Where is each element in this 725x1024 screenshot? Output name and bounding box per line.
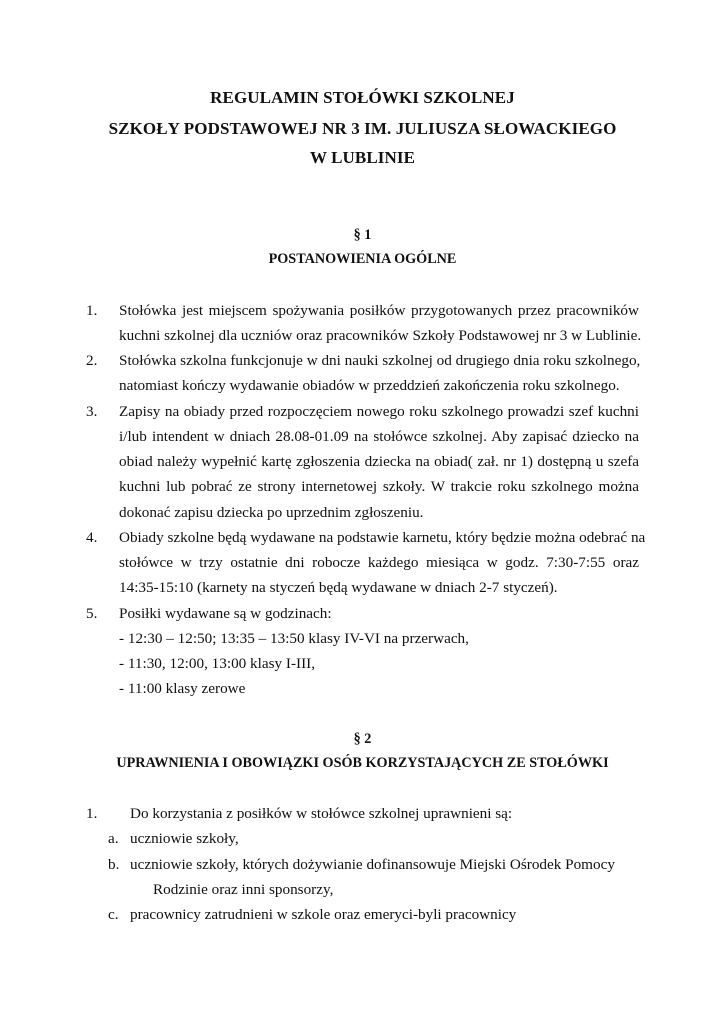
item-3-line-1: Zapisy na obiady przed rozpoczęciem nowego roku szkolnego prowadzi szef kuchni	[119, 403, 639, 420]
item-3-line-3: obiad należy wypełnić kartę zgłoszenia dziecka na obiad( zał. nr 1) dostępną u szefa	[119, 453, 639, 470]
item-1-line-2: kuchni szkolnej dla uczniów oraz pracowników Szkoły Podstawowej nr 3 w Lublinie.	[119, 327, 642, 344]
document-title-line-2: SZKOŁY PODSTAWOWEJ NR 3 IM. JULIUSZA SŁOWACKIEGO	[108, 119, 617, 138]
item-5-sub-2: - 11:30, 12:00, 13:00 klasy I-III,	[119, 655, 315, 672]
subitem-c-letter: c.	[108, 906, 119, 923]
item-2-number: 2.	[86, 352, 98, 369]
item-1-number: 1.	[86, 302, 98, 319]
document-title-line-3: W LUBLINIE	[309, 148, 416, 167]
item-2-line-2: natomiast kończy wydawanie obiadów w przeddzień zakończenia roku szkolnego.	[119, 377, 620, 394]
subitem-b-text: uczniowie szkoły, których dożywianie dofinansowuje Miejski Ośrodek Pomocy	[130, 856, 615, 873]
document-title-line-1: REGULAMIN STOŁÓWKI SZKOLNEJ	[210, 88, 515, 107]
item-4-line-3: 14:35-15:10 (karnety na styczeń będą wydawane w dniach 2-7 styczeń).	[119, 579, 558, 596]
section-2-title: UPRAWNIENIA I OBOWIĄZKI OSÓB KORZYSTAJĄCYCH ZE STOŁÓWKI	[116, 755, 609, 771]
subitem-c-text: pracownicy zatrudnieni w szkole oraz emeryci-byli pracownicy	[130, 906, 517, 923]
item-3-line-5: dokonać zapisu dziecka po uprzednim zgłoszeniu.	[119, 504, 424, 521]
item-3-line-4: kuchni lub pobrać ze strony internetowej szkoły. W trakcie roku szkolnego można	[119, 478, 639, 495]
section-1-title: POSTANOWIENIA OGÓLNE	[268, 251, 457, 267]
section-2-mark: § 2	[353, 731, 372, 747]
item-5-line-1: Posiłki wydawane są w godzinach:	[119, 605, 332, 622]
item-4-number: 4.	[86, 529, 98, 546]
item-5-sub-3: - 11:00 klasy zerowe	[119, 680, 246, 697]
item-2-line-1: Stołówka szkolna funkcjonuje w dni nauki szkolnej od drugiego dnia roku szkolnego,	[119, 352, 641, 369]
item-5-sub-1: - 12:30 – 12:50; 13:35 – 13:50 klasy IV-VI na przerwach,	[119, 630, 469, 647]
item-4-line-2: stołówce w trzy ostatnie dni robocze każdego miesiąca w godz. 7:30-7:55 oraz	[119, 554, 639, 571]
subitem-b-continuation: Rodzinie oraz inni sponsorzy,	[153, 881, 334, 898]
item-3-line-2: i/lub intendent w dniach 28.08-01.09 na stołówce szkolnej. Aby zapisać dziecko na	[119, 428, 639, 445]
subitem-a-letter: a.	[108, 830, 119, 847]
item-1-line-1: Stołówka jest miejscem spożywania posiłków przygotowanych przez pracowników	[119, 302, 639, 319]
subitem-b-letter: b.	[108, 856, 120, 873]
section-1-mark: § 1	[353, 227, 372, 243]
section-2-item-1-number: 1.	[86, 805, 98, 822]
item-4-line-1: Obiady szkolne będą wydawane na podstawie karnetu, który będzie można odebrać na	[119, 529, 646, 546]
section-2-item-1-text: Do korzystania z posiłków w stołówce szkolnej uprawnieni są:	[130, 805, 513, 822]
subitem-a-text: uczniowie szkoły,	[130, 830, 239, 847]
item-3-number: 3.	[86, 403, 98, 420]
item-5-number: 5.	[86, 605, 98, 622]
